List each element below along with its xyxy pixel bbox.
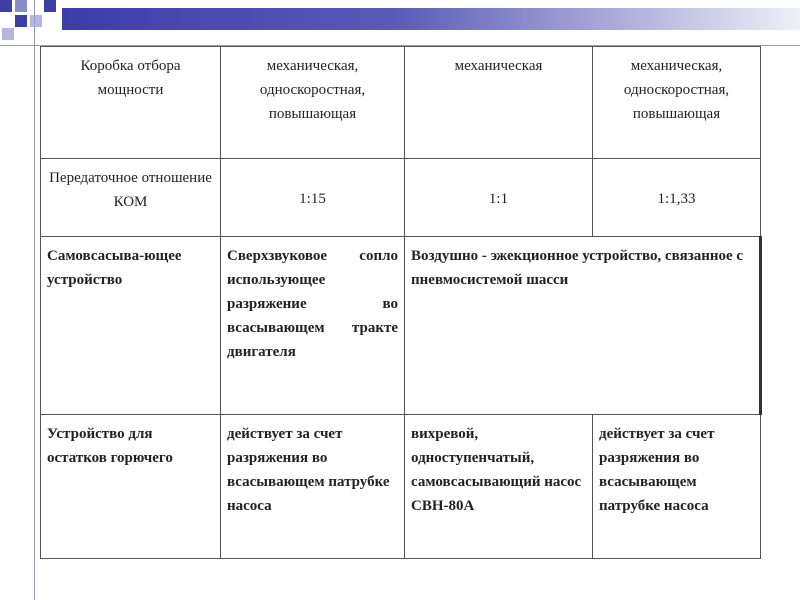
- table-cell: 1:1: [405, 159, 593, 237]
- decor-vertical-line: [34, 0, 35, 600]
- table-cell: Сверхзвуковое сопло использующее разряжение во всасывающем тракте двигателя: [221, 237, 405, 415]
- table-cell: механическая: [405, 47, 593, 159]
- table-cell: действует за счет разряжения во всасывающем патрубке насоса: [221, 415, 405, 559]
- decor-square-2: [15, 0, 27, 12]
- row-label: Устройство для остатков горючего: [41, 415, 221, 559]
- table-row: [41, 237, 761, 415]
- decor-square-1: [0, 0, 12, 12]
- header-gradient-bar: [62, 8, 800, 30]
- table-row: [41, 159, 761, 237]
- table-cell: действует за счет разряжения во всасывающем патрубке насоса: [593, 415, 761, 559]
- row-label: Самовсасыва-ющее устройство: [41, 237, 221, 415]
- row-label: Передаточное отношение КОМ: [41, 159, 221, 237]
- table-row: [41, 415, 761, 559]
- row-label: Коробка отбора мощности: [41, 47, 221, 159]
- table-cell: 1:15: [221, 159, 405, 237]
- decor-square-6: [30, 15, 42, 27]
- decor-square-4: [15, 15, 27, 27]
- table-cell: механическая, односкоростная, повышающая: [221, 47, 405, 159]
- decor-square-5: [2, 28, 14, 40]
- table-cell: вихревой, одноступенчатый, самовсасывающий насос СВН-80А: [405, 415, 593, 559]
- spec-table: [40, 46, 762, 559]
- table-cell-merged: Воздушно - эжекционное устройство, связанное с пневмосистемой шасси: [405, 237, 761, 415]
- decor-square-3: [44, 0, 56, 12]
- table-cell: 1:1,33: [593, 159, 761, 237]
- table-cell: механическая, односкоростная, повышающая: [593, 47, 761, 159]
- table-row: [41, 47, 761, 159]
